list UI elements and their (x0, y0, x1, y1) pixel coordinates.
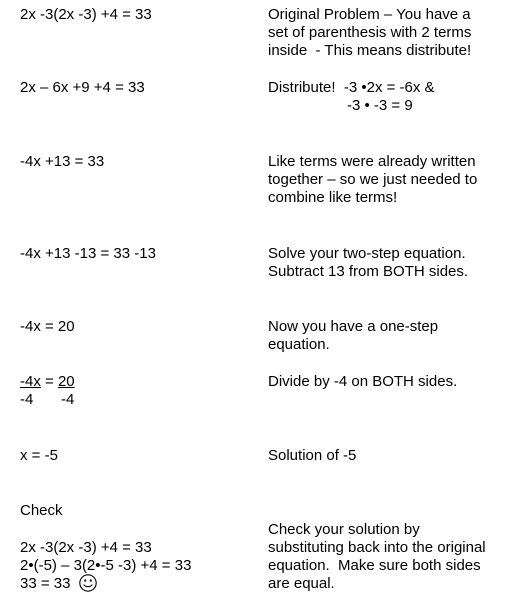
explanation-step-3-line-3: combine like terms! (268, 189, 398, 206)
equation-step-2: 2x – 6x +9 +4 = 33 (20, 79, 145, 96)
explanation-step-4-line-2: Subtract 13 from BOTH sides. (268, 263, 469, 280)
explanation-step-5-line-1: Now you have a one-step (268, 318, 439, 335)
explanation-step-3-line-1: Like terms were already written (268, 153, 476, 170)
smiley-face-icon (78, 573, 98, 593)
explanation-step-7-line-1: Solution of -5 (268, 447, 357, 464)
explanation-step-3-line-2: together – so we just needed to (268, 171, 478, 188)
numerator-right: 20 (57, 373, 75, 390)
explanation-step-1-line-1: Original Problem – You have a (268, 6, 471, 23)
explanation-step-4-line-1: Solve your two-step equation. (268, 245, 466, 262)
explanation-step-1-line-3: inside - This means distribute! (268, 42, 472, 59)
check-explanation-line-2: substituting back into the original (268, 539, 486, 556)
numerator-left: -4x (20, 373, 41, 390)
equation-step-4: -4x +13 -13 = 33 -13 (20, 245, 156, 262)
explanation-step-2-line-2: -3 • -3 = 9 (347, 97, 413, 114)
equation-step-5: -4x = 20 (20, 318, 75, 335)
check-line-3: 33 = 33 (20, 575, 71, 592)
equation-step-6-numerator (20, 373, 75, 391)
check-explanation-line-3: equation. Make sure both sides (268, 557, 481, 574)
check-line-1: 2x -3(2x -3) +4 = 33 (20, 539, 152, 556)
explanation-step-1-line-2: set of parenthesis with 2 terms (268, 24, 472, 41)
explanation-step-2-line-1: Distribute! -3 •2x = -6x & (268, 79, 435, 96)
denominator-right: -4 (61, 391, 75, 408)
equation-step-1: 2x -3(2x -3) +4 = 33 (20, 6, 152, 23)
explanation-step-5-line-2: equation. (268, 336, 330, 353)
explanation-step-6-line-1: Divide by -4 on BOTH sides. (268, 373, 458, 390)
check-line-2: 2•(-5) – 3(2•-5 -3) +4 = 33 (20, 557, 192, 574)
equals-sign: = (40, 373, 58, 390)
check-heading: Check (20, 502, 63, 519)
check-explanation-line-1: Check your solution by (268, 521, 420, 538)
equation-step-7: x = -5 (20, 447, 58, 464)
check-explanation-line-4: are equal. (268, 575, 335, 592)
equation-step-3: -4x +13 = 33 (20, 153, 105, 170)
denominator-left: -4 (20, 391, 34, 408)
